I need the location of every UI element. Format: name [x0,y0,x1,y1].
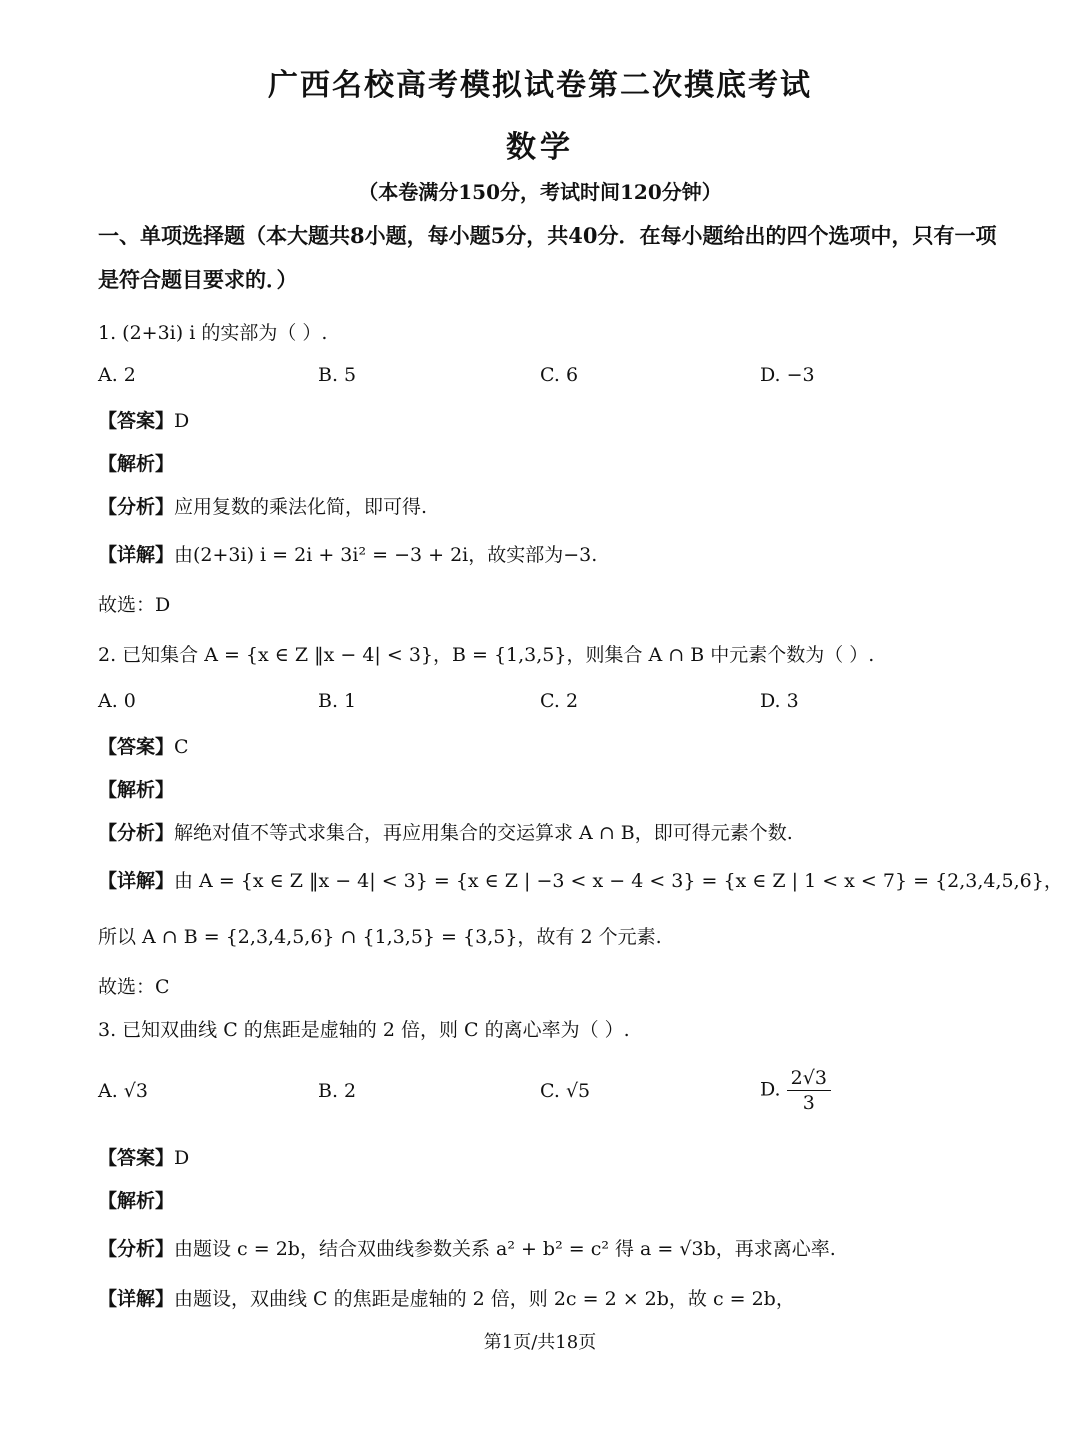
q3-fenxi [98,1234,836,1261]
q2-analysis-tag: 【解析】 [98,779,175,801]
answer-tag: 【答案】 [98,736,175,758]
q1-analysis-tag: 【解析】 [98,453,175,475]
q2-choose: 故选：C [98,976,170,998]
detail-text: 由(2+3i) i = 2i + 3i² = −3 + 2i，故实部为−3. [174,544,598,566]
fenxi-tag: 【分析】 [98,1238,175,1260]
q1-option-b: B. 5 [318,364,357,386]
q1-answer [98,406,189,433]
q2-option-c: C. 2 [540,690,579,712]
q2-detail [98,866,1063,893]
q1-option-c: C. 6 [540,364,579,386]
subject-title: 数学 [506,130,574,165]
fenxi-text: 解绝对值不等式求集合，再应用集合的交运算求 A ∩ B，即可得元素个数. [174,822,793,844]
q3-option-a: A. √3 [98,1080,148,1102]
answer-value: D [174,1147,190,1169]
q1-option-d: D. −3 [760,364,815,386]
fenxi-text: 由题设 c = 2b，结合双曲线参数关系 a² + b² = c² 得 a = √3b，再求离心率. [174,1238,836,1260]
fenxi-text: 应用复数的乘法化简，即可得. [174,496,428,518]
answer-tag: 【答案】 [98,1147,175,1169]
answer-tag: 【答案】 [98,410,175,432]
q3-answer [98,1143,189,1170]
detail-tag: 【详解】 [98,870,175,892]
detail-tag: 【详解】 [98,544,175,566]
q2-option-d: D. 3 [760,690,799,712]
section-heading: 一、单项选择题（本大题共8小题，每小题5分，共40分．在每小题给出的四个选项中，只有一项是符合题目要求的．） [98,223,997,292]
answer-value: D [174,410,190,432]
q1-choose: 故选：D [98,594,171,616]
q3-analysis-tag: 【解析】 [98,1190,175,1212]
q3-detail [98,1284,795,1311]
q3-stem: 3. 已知双曲线 C 的焦距是虚轴的 2 倍，则 C 的离心率为（ ）. [98,1019,630,1041]
q2-answer [98,732,189,759]
detail-text: 由题设，双曲线 C 的焦距是虚轴的 2 倍，则 2c = 2 × 2b，故 c = 2b， [174,1288,795,1310]
q2-option-a: A. 0 [98,690,136,712]
q3-option-b: B. 2 [318,1080,357,1102]
q2-fenxi [98,818,793,845]
q3-option-d [760,1066,831,1115]
fraction [787,1066,831,1115]
option-d-label: D. [760,1078,781,1101]
q1-option-a: A. 2 [98,364,136,386]
q1-detail [98,540,597,567]
exam-meta: （本卷满分150分，考试时间120分钟） [358,180,722,204]
fenxi-tag: 【分析】 [98,822,175,844]
q2-detail-continued: 所以 A ∩ B = {2,3,4,5,6} ∩ {1,3,5} = {3,5}，故有 2 个元素. [98,926,662,948]
detail-text: 由 A = {x ∈ Z ‖x − 4| < 3} = {x ∈ Z | −3 < x − 4 < 3} = {x ∈ Z | 1 < x < 7} = {2,3,4,5,6}， [174,870,1063,892]
page-footer: 第1页/共18页 [483,1332,597,1353]
q1-fenxi [98,492,427,519]
q3-option-c: C. √5 [540,1080,591,1102]
q2-option-b: B. 1 [318,690,357,712]
answer-value: C [174,736,189,758]
q1-stem: 1. (2+3i) i 的实部为（ ）. [98,322,328,344]
fenxi-tag: 【分析】 [98,496,175,518]
q2-stem: 2. 已知集合 A = {x ∈ Z ‖x − 4| < 3}，B = {1,3,5}，则集合 A ∩ B 中元素个数为（ ）. [98,644,875,666]
exam-title: 广西名校高考模拟试卷第二次摸底考试 [268,68,812,103]
fraction-numerator: 2√3 [787,1066,831,1091]
fraction-denominator: 3 [802,1092,815,1114]
detail-tag: 【详解】 [98,1288,175,1310]
